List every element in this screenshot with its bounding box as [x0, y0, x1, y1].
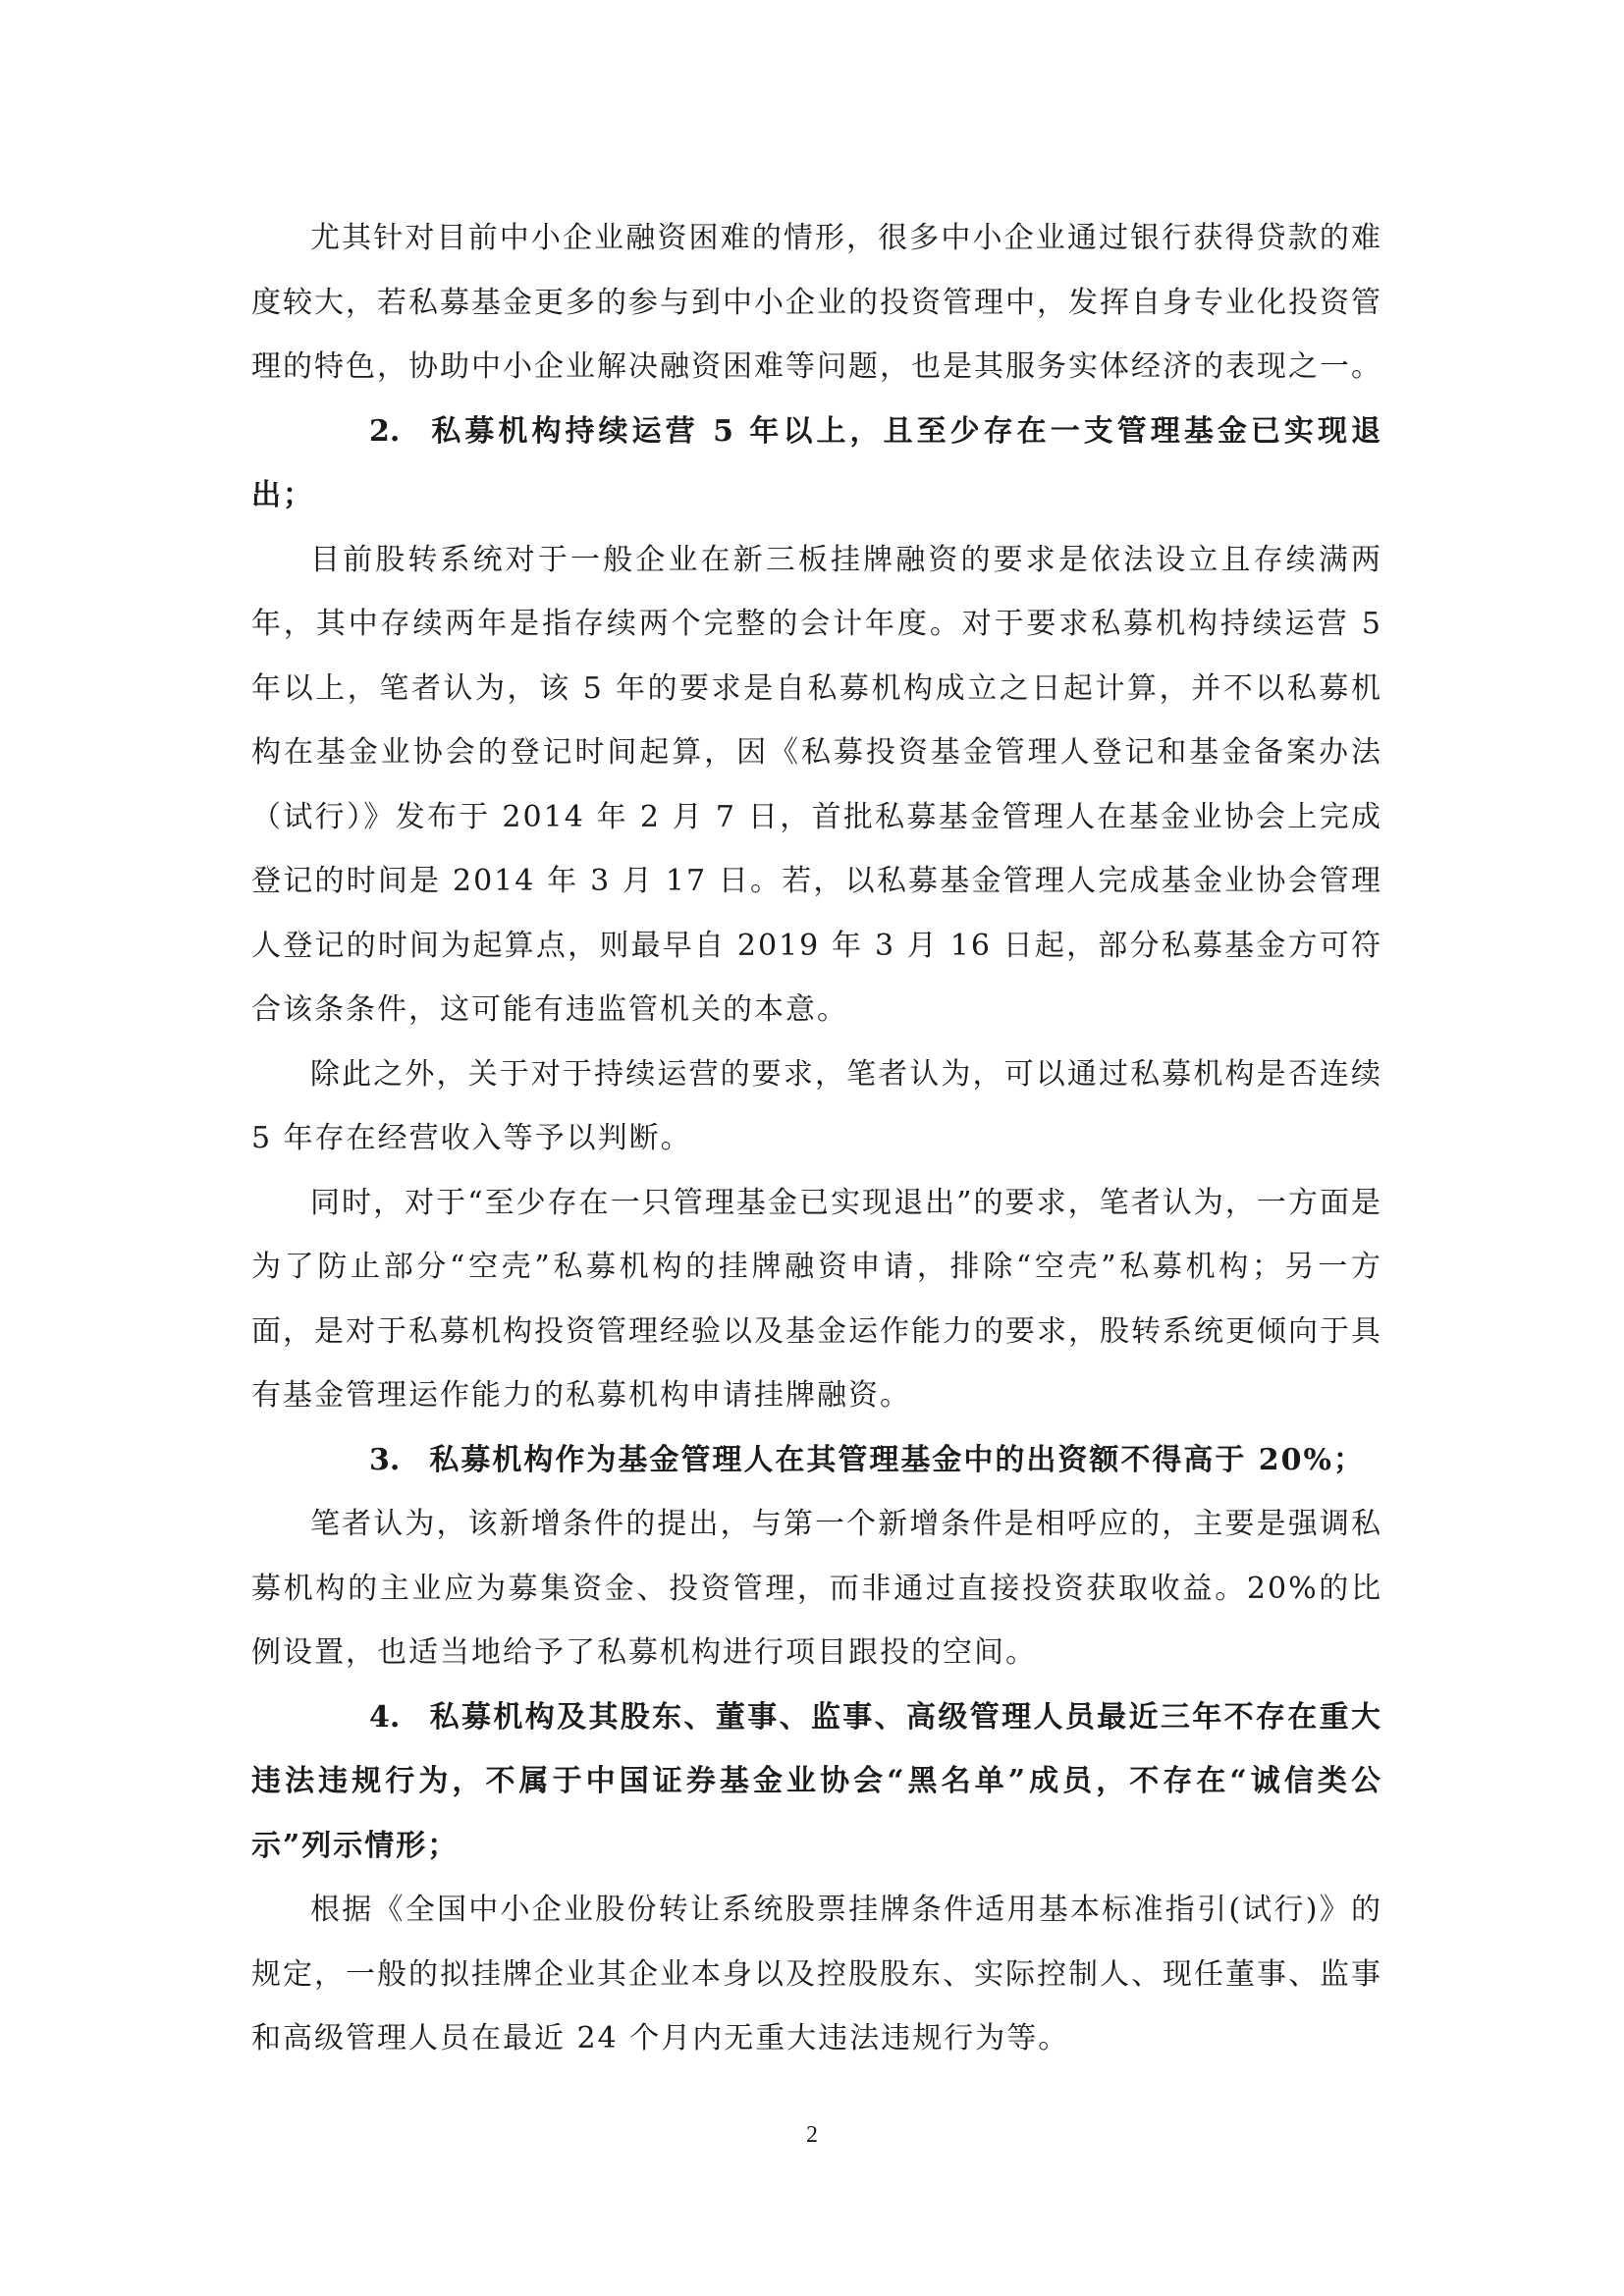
heading-number: 2. [369, 413, 401, 449]
paragraph-contribution-limit: 笔者认为，该新增条件的提出，与第一个新增条件是相呼应的，主要是强调私募机构的主业应为募集资金、投资管理，而非通过直接投资获取收益。20%的比例设置，也适当地给予了私募机构进行项目跟投的空间。 [251, 1507, 1382, 1670]
heading-condition-2 [251, 400, 1382, 528]
paragraph-listing-guideline: 根据《全国中小企业股份转让系统股票挂牌条件适用基本标准指引(试行)》的规定，一般的拟挂牌企业其企业本身以及控股股东、实际控制人、现任董事、监事和高级管理人员在最近 24 个月内无重大违法违规行为等。 [251, 1893, 1382, 2056]
heading-number: 4. [369, 1699, 401, 1735]
document-body [251, 206, 1382, 2071]
heading-text: 私募机构及其股东、董事、监事、高级管理人员最近三年不存在重大违法违规行为，不属于中国证券基金业协会“黑名单”成员，不存在“诚信类公示”列示情形； [251, 1699, 1382, 1863]
heading-condition-4 [251, 1685, 1382, 1879]
paragraph-fund-exit: 同时，对于“至少存在一只管理基金已实现退出”的要求，笔者认为，一方面是为了防止部分“空壳”私募机构的挂牌融资申请，排除“空壳”私募机构；另一方面，是对于私募机构投资管理经验以及基金运作能力的要求，股转系统更倾向于具有基金管理运作能力的私募机构申请挂牌融资。 [251, 1185, 1382, 1413]
page-number: 2 [806, 2122, 818, 2148]
heading-condition-3 [251, 1428, 1382, 1493]
paragraph-continuous-operation: 除此之外，关于对于持续运营的要求，笔者认为，可以通过私募机构是否连续 5 年存在经营收入等予以判断。 [251, 1056, 1382, 1155]
heading-text: 私募机构持续运营 5 年以上，且至少存在一支管理基金已实现退出； [251, 413, 1382, 512]
paragraph-operation-requirement: 目前股转系统对于一般企业在新三板挂牌融资的要求是依法设立且存续满两年，其中存续两年是指存续两个完整的会计年度。对于要求私募机构持续运营 5 年以上，笔者认为，该 5 年的要求是自私募机构成立之日起计算，并不以私募机构在基金业协会的登记时间起算，因《私募投资基金管理人登记和基金备案办法（试行）》发布于 2014 年 2 月 7 日，首批私募基金管理人在基金业协会上完成登记的时间是 2014 年 3 月 17 日。若，以私募基金管理人完成基金业协会管理人登记的时间为起算点，则最早自 2019 年 3 月 16 日起，部分私募基金方可符合该条条件，这可能有违监管机关的本意。 [251, 542, 1382, 1027]
heading-text: 私募机构作为基金管理人在其管理基金中的出资额不得高于 20%； [429, 1442, 1366, 1477]
heading-number: 3. [369, 1442, 401, 1477]
paragraph-sme-financing: 尤其针对目前中小企业融资困难的情形，很多中小企业通过银行获得贷款的难度较大，若私募基金更多的参与到中小企业的投资管理中，发挥自身专业化投资管理的特色，协助中小企业解决融资困难等问题，也是其服务实体经济的表现之一。 [251, 221, 1382, 384]
